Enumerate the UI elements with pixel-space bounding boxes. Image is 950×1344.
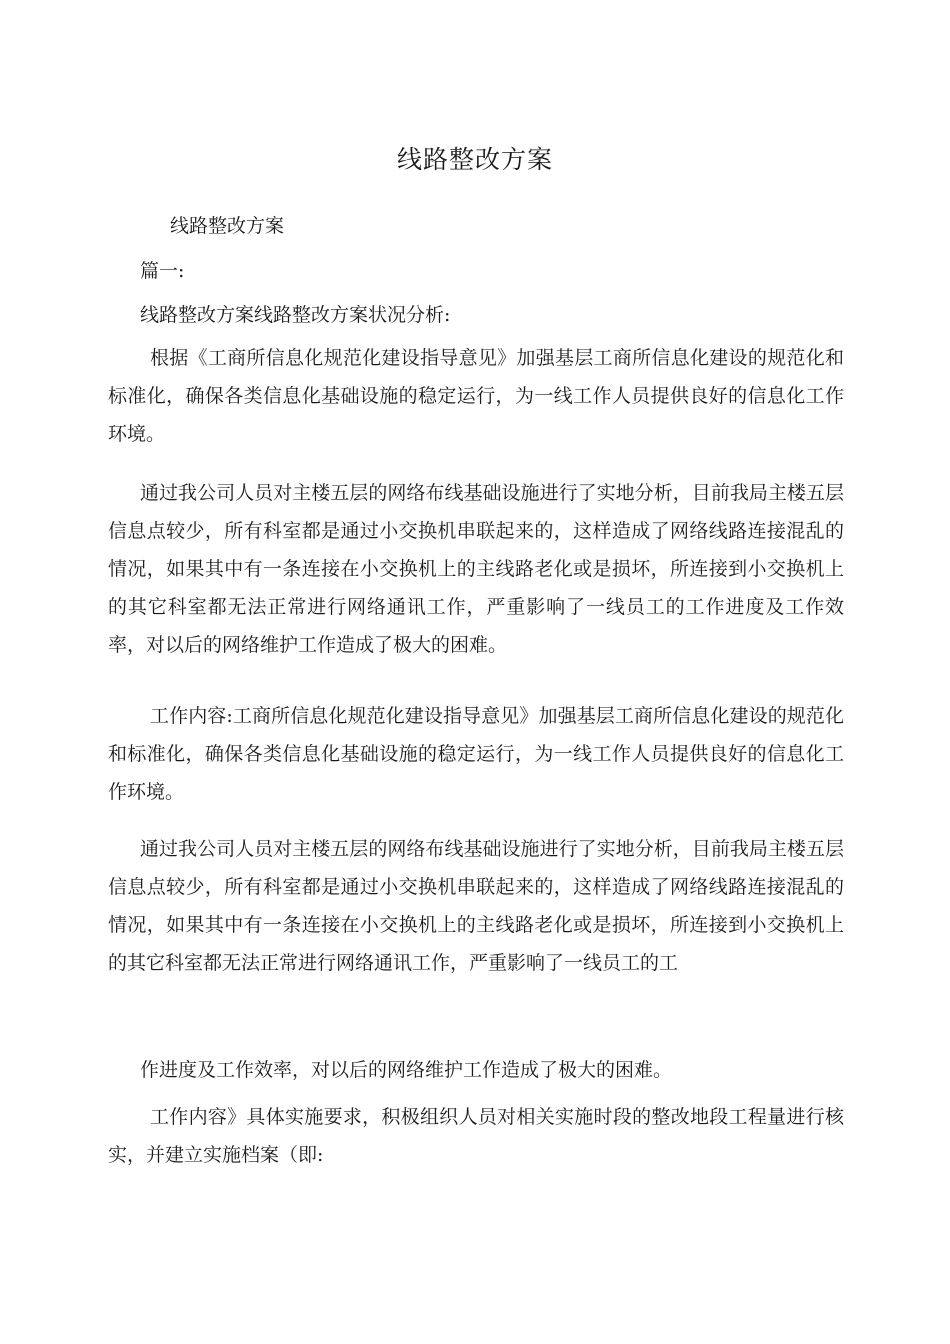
document-title: 线路整改方案 bbox=[396, 145, 553, 174]
paragraph-section-label: 篇一: bbox=[140, 260, 185, 282]
paragraph-subtitle: 线路整改方案 bbox=[170, 215, 285, 237]
paragraph-analysis-heading: 线路整改方案线路整改方案状况分析: bbox=[140, 304, 451, 326]
paragraph-site-analysis-repeat: 通过我公司人员对主楼五层的网络布线基础设施进行了实地分析，目前我局主楼五层信息点较少，所有科室都是通过小交换机串联起来的，这样造成了网络线路连接混乱的情况，如果其中有一条连接在小交换机上的主线路老化或是损坏，所连接到小交换机上的其它科室都无法正常进行网络通讯工作，严重影响了一线员工的工 bbox=[108, 838, 844, 974]
paragraph-continuation: 作进度及工作效率，对以后的网络维护工作造成了极大的困难。 bbox=[140, 1059, 673, 1081]
paragraph-implementation: 工作内容》具体实施要求，积极组织人员对相关实施时段的整改地段工程量进行核实，并建立实施档案（即: bbox=[108, 1106, 844, 1166]
paragraph-guideline: 根据《工商所信息化规范化建设指导意见》加强基层工商所信息化建设的规范化和标准化，确保各类信息化基础设施的稳定运行，为一线工作人员提供良好的信息化工作环境。 bbox=[108, 347, 844, 445]
paragraph-work-content: 工作内容:工商所信息化规范化建设指导意见》加强基层工商所信息化建设的规范化和标准化，确保各类信息化基础设施的稳定运行，为一线工作人员提供良好的信息化工作环境。 bbox=[108, 705, 844, 803]
paragraph-site-analysis: 通过我公司人员对主楼五层的网络布线基础设施进行了实地分析，目前我局主楼五层信息点较少，所有科室都是通过小交换机串联起来的，这样造成了网络线路连接混乱的情况，如果其中有一条连接在小交换机上的主线路老化或是损坏，所连接到小交换机上的其它科室都无法正常进行网络通讯工作，严重影响了一线员工的工作进度及工作效率，对以后的网络维护工作造成了极大的困难。 bbox=[108, 482, 844, 656]
